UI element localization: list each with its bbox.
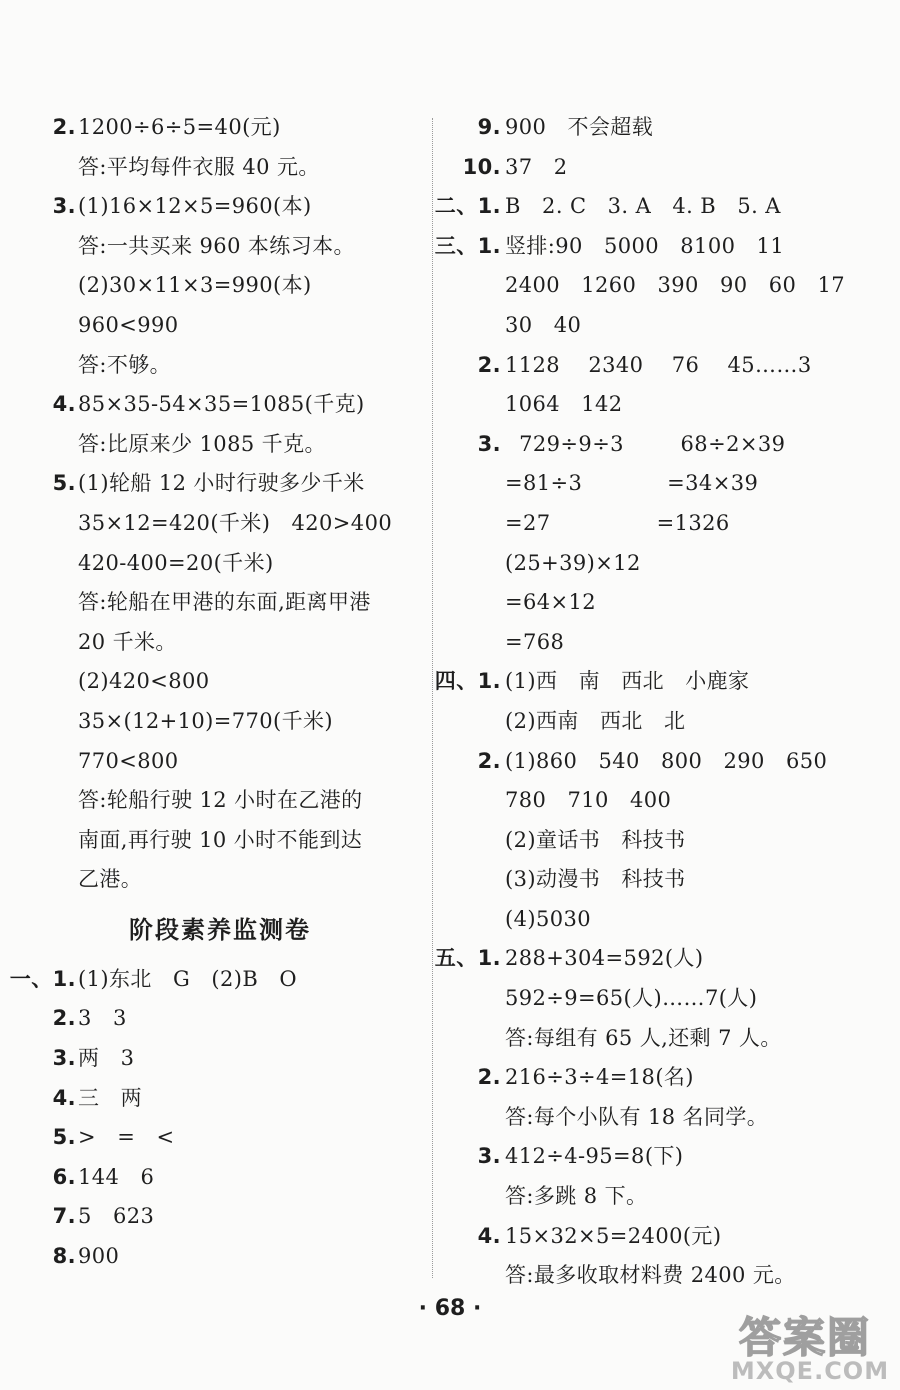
answer-line (0, 702, 425, 742)
answer-line (445, 900, 885, 940)
answer-text: 两 3 (78, 1046, 135, 1071)
item-number: 2. (52, 1006, 76, 1031)
left-column (0, 108, 425, 1277)
answer-line (445, 108, 885, 148)
section-lines (0, 960, 425, 1277)
item-number: 4. (477, 1223, 501, 1248)
answer-line (0, 187, 425, 227)
answer-text: (2)30×11×3=990(本) (78, 273, 312, 298)
answer-line (445, 1058, 885, 1098)
answer-line (0, 266, 425, 306)
item-number: 2. (477, 1065, 501, 1090)
answer-text: 420-400=20(千米) (78, 550, 274, 575)
answer-line (445, 1217, 885, 1257)
answer-text: 竖排:90 5000 8100 11 (505, 233, 785, 258)
answer-line (0, 1158, 425, 1198)
item-number: 3. (52, 194, 76, 219)
answer-text: 35×12=420(千米) 420>400 (78, 510, 393, 535)
answer-line (0, 999, 425, 1039)
answer-line (0, 781, 425, 821)
answer-line (445, 266, 885, 306)
answer-text: 900 (78, 1244, 120, 1269)
answer-line (445, 860, 885, 900)
item-number: 五、1. (434, 946, 501, 971)
answer-line (0, 860, 425, 900)
item-number: 四、1. (434, 669, 501, 694)
item-number: 三、1. (434, 233, 501, 258)
answer-text: (1)东北 G (2)B O (78, 966, 297, 991)
item-number: 2. (477, 352, 501, 377)
answer-text: 412÷4-95=8(下) (505, 1144, 684, 1169)
answer-text: 35×(12+10)=770(千米) (78, 708, 334, 733)
item-number: 4. (52, 1085, 76, 1110)
answer-text: 85×35-54×35=1085(千克) (78, 392, 365, 417)
answer-text: 592÷9=65(人)……7(人) (505, 986, 758, 1011)
answer-text: 1064 142 (505, 392, 623, 417)
answer-line (445, 623, 885, 663)
answer-text: 1200÷6÷5=40(元) (78, 115, 281, 139)
answer-line (0, 346, 425, 386)
column-divider (432, 118, 433, 1278)
answer-line (0, 1039, 425, 1079)
answer-line (445, 148, 885, 188)
answer-text: 144 6 (78, 1164, 155, 1189)
answer-text: 30 40 (505, 312, 582, 337)
answer-text: 37 2 (505, 154, 568, 179)
item-number: 6. (52, 1164, 76, 1189)
answer-line (445, 1177, 885, 1217)
answer-text: 900 不会超载 (505, 115, 654, 139)
watermark-url: MXQE.COM (730, 1357, 890, 1385)
answer-line (0, 306, 425, 346)
answer-text: 15×32×5=2400(元) (505, 1223, 722, 1248)
answer-text: 1128 2340 76 45……3 (505, 352, 812, 377)
answer-line (445, 346, 885, 386)
answer-text: 770<800 (78, 748, 179, 773)
answer-text: 答:轮船在甲港的东面,距离甲港 (78, 590, 371, 615)
item-number: 2. (52, 115, 76, 139)
answer-text: 2400 1260 390 90 60 17 (505, 273, 846, 298)
answer-line (445, 306, 885, 346)
item-number: 3. (52, 1046, 76, 1071)
answer-line (445, 702, 885, 742)
watermark-logo (725, 1305, 895, 1385)
answer-text: (1)西 南 西北 小鹿家 (505, 669, 750, 694)
answer-line (434, 662, 885, 702)
answer-text: 南面,再行驶 10 小时不能到达 (78, 827, 363, 852)
answer-line (0, 583, 425, 623)
right-lines (434, 108, 885, 1296)
answer-text: 5 623 (78, 1204, 155, 1229)
answer-line (0, 148, 425, 188)
answer-line (0, 1237, 425, 1277)
answer-text: =27 =1326 (505, 510, 730, 535)
item-number: 10. (462, 154, 501, 179)
answer-text: 答:不够。 (78, 352, 172, 377)
answer-line (0, 1118, 425, 1158)
answer-line (0, 742, 425, 782)
answer-line (0, 425, 425, 465)
item-number: 8. (52, 1244, 76, 1269)
answer-line (0, 227, 425, 267)
answer-text: 答:每组有 65 人,还剩 7 人。 (505, 1025, 782, 1050)
answer-text: 乙港。 (78, 867, 143, 892)
answer-line (445, 821, 885, 861)
answer-text: =64×12 (505, 590, 597, 615)
answer-line (0, 385, 425, 425)
answer-line (445, 583, 885, 623)
answer-line (434, 227, 885, 267)
answer-text: (1)860 540 800 290 650 (505, 748, 828, 773)
answer-text: 答:平均每件衣服 40 元。 (78, 154, 320, 179)
answer-text: 答:多跳 8 下。 (505, 1184, 648, 1209)
answer-text: 729÷9÷3 68÷2×39 (505, 431, 786, 456)
answer-text: (1)轮船 12 小时行驶多少千米 (78, 471, 365, 496)
section-title: 阶段素养监测卷 (129, 915, 311, 944)
answer-line (445, 979, 885, 1019)
answer-text: 288+304=592(人) (505, 946, 704, 971)
item-number: 5. (52, 471, 76, 496)
answer-text: 答:每个小队有 18 名同学。 (505, 1104, 769, 1129)
item-number: 一、1. (9, 966, 76, 991)
answer-line (0, 1197, 425, 1237)
answer-text: 3 3 (78, 1006, 127, 1031)
answer-line (0, 544, 425, 584)
answer-text: > = < (78, 1125, 175, 1150)
answer-line (0, 108, 425, 148)
answer-line (445, 544, 885, 584)
answer-line (445, 504, 885, 544)
answer-line (445, 385, 885, 425)
answer-text: (4)5030 (505, 906, 591, 931)
answer-text: (1)16×12×5=960(本) (78, 194, 312, 219)
item-number: 7. (52, 1204, 76, 1229)
answer-line (0, 623, 425, 663)
answer-text: =768 (505, 629, 565, 654)
item-number: 3. (477, 431, 501, 456)
item-number: 二、1. (434, 194, 501, 219)
answer-line (445, 464, 885, 504)
answer-line (445, 742, 885, 782)
answer-line (445, 1137, 885, 1177)
answer-line (445, 1019, 885, 1059)
page-number: · 68 · (418, 1296, 482, 1321)
answer-line (0, 960, 425, 1000)
answer-text: 答:比原来少 1085 千克。 (78, 431, 326, 456)
answer-text: 答:一共买来 960 本练习本。 (78, 233, 355, 258)
answer-line (445, 1098, 885, 1138)
item-number: 4. (52, 392, 76, 417)
item-number: 2. (477, 748, 501, 773)
watermark-title: 答案圈 (738, 1313, 871, 1362)
left-lines (0, 108, 425, 900)
answer-text: (3)动漫书 科技书 (505, 867, 686, 892)
item-number: 9. (477, 115, 501, 139)
answer-text: (2)童话书 科技书 (505, 827, 686, 852)
answer-line (0, 464, 425, 504)
answer-line (0, 504, 425, 544)
answer-text: 960<990 (78, 312, 179, 337)
answer-line (445, 425, 885, 465)
answer-text: 三 两 (78, 1085, 143, 1110)
answer-text: B 2. C 3. A 4. B 5. A (505, 194, 781, 219)
answer-text: 780 710 400 (505, 788, 672, 813)
answer-line (434, 187, 885, 227)
item-number: 5. (52, 1125, 76, 1150)
answer-text: 20 千米。 (78, 629, 177, 654)
right-column (434, 108, 885, 1296)
answer-line (445, 1256, 885, 1296)
answer-line (0, 662, 425, 702)
answer-text: 答:最多收取材料费 2400 元。 (505, 1263, 796, 1288)
answer-line (434, 939, 885, 979)
answer-line (0, 1079, 425, 1119)
answer-line (0, 821, 425, 861)
answer-text: =81÷3 =34×39 (505, 471, 759, 496)
answer-text: (25+39)×12 (505, 550, 641, 575)
item-number: 3. (477, 1144, 501, 1169)
answer-text: 答:轮船行驶 12 小时在乙港的 (78, 788, 363, 813)
answer-text: (2)西南 西北 北 (505, 708, 686, 733)
answer-text: (2)420<800 (78, 669, 210, 694)
answer-text: 216÷3÷4=18(名) (505, 1065, 694, 1090)
answer-line (445, 781, 885, 821)
